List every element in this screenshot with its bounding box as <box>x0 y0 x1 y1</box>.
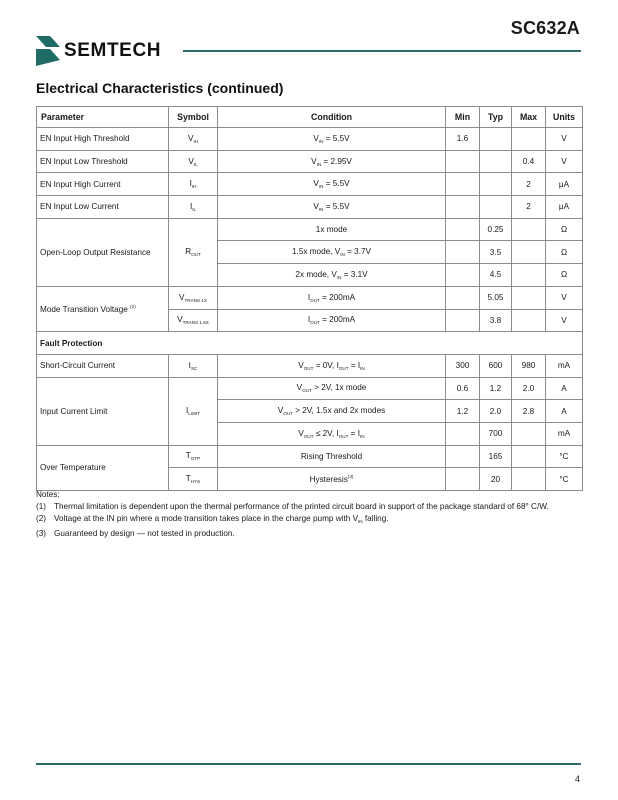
text-run: Thermal limitation is dependent upon the thermal performance of the printed circuit board in support of the package standard of 68° C/W. <box>54 502 549 511</box>
subscript: OUT <box>310 320 320 326</box>
units-cell: Ω <box>546 241 583 264</box>
text-run: = 2.95V <box>321 156 352 166</box>
param-text: Over Temperature <box>40 463 106 473</box>
text-run: = I <box>348 428 361 438</box>
param-text: EN Input Low Current <box>40 202 119 212</box>
semtech-logo-mark-icon <box>36 36 60 66</box>
max-cell <box>512 218 546 241</box>
min-cell <box>446 218 480 241</box>
note-text <box>54 513 389 528</box>
units-cell: V <box>546 286 583 309</box>
symbol-subscript: LIMIT <box>188 411 201 417</box>
subscript: IN <box>316 161 322 167</box>
symbol-letter: I <box>185 406 189 416</box>
param-cell <box>37 173 169 196</box>
text-run: = 5.5V <box>323 133 350 143</box>
symbol-cell <box>169 150 218 173</box>
min-cell: 0.6 <box>446 377 480 400</box>
text-run: = 5.5V <box>323 201 350 211</box>
param-text: EN Input High Current <box>40 179 121 189</box>
typ-cell: 5.05 <box>480 286 512 309</box>
min-cell <box>446 468 480 491</box>
typ-cell: 3.5 <box>480 241 512 264</box>
condition-cell <box>218 468 446 491</box>
symbol-cell <box>169 196 218 219</box>
min-cell <box>446 173 480 196</box>
symbol-subscript: IH <box>191 184 197 190</box>
notes <box>36 489 549 540</box>
col-header-symbol: Symbol <box>169 107 218 128</box>
param-cell <box>37 377 169 445</box>
typ-cell: 1.2 <box>480 377 512 400</box>
max-cell: 2 <box>512 196 546 219</box>
note-text <box>54 501 549 513</box>
table-header-row <box>37 107 583 128</box>
note-text <box>54 528 235 540</box>
col-header-parameter: Parameter <box>37 107 169 128</box>
symbol-subscript: TRANS 1X <box>184 297 207 303</box>
text-run: falling. <box>362 514 389 523</box>
condition-cell <box>218 377 446 400</box>
condition-cell <box>218 445 446 468</box>
condition-cell <box>218 241 446 264</box>
text-run: = 0V, I <box>313 360 339 370</box>
units-cell: V <box>546 309 583 332</box>
min-cell <box>446 445 480 468</box>
table-row <box>37 218 583 241</box>
text-run: V <box>313 179 319 189</box>
max-cell: 2 <box>512 173 546 196</box>
condition-cell <box>218 354 446 377</box>
param-cell <box>37 218 169 286</box>
text-run: Rising Threshold <box>300 451 363 461</box>
symbol-letter: T <box>185 474 191 484</box>
col-header-min: Min <box>446 107 480 128</box>
symbol-subscript: IH <box>193 138 199 144</box>
footer-rule <box>36 763 581 765</box>
subscript: IN <box>360 365 365 371</box>
section-title: Electrical Characteristics (continued) <box>36 80 284 96</box>
units-cell: A <box>546 377 583 400</box>
symbol-subscript: OUT <box>191 252 201 258</box>
symbol-letter: V <box>179 292 185 302</box>
subscript: IN <box>358 519 363 524</box>
text-run: I <box>307 292 311 302</box>
symbol-letter: V <box>187 133 194 143</box>
condition-cell <box>218 400 446 423</box>
param-text: EN Input Low Threshold <box>40 157 128 167</box>
min-cell <box>446 286 480 309</box>
subscript: IN <box>340 252 345 258</box>
min-cell <box>446 241 480 264</box>
note-item <box>36 528 549 540</box>
text-run: Guaranteed by design — not tested in production. <box>54 529 235 538</box>
section-row-fault-protection: Fault Protection <box>37 332 583 355</box>
note-number: (2) <box>36 514 47 523</box>
table-row <box>37 332 583 355</box>
text-run: 1.5x mode, V <box>291 247 341 257</box>
param-text: Mode Transition Voltage <box>40 305 128 314</box>
text-run: = 5.5V <box>323 179 350 189</box>
max-cell <box>512 286 546 309</box>
subscript: OUT <box>310 297 320 303</box>
condition-cell <box>218 422 446 445</box>
text-run: V <box>311 156 317 166</box>
units-cell: A <box>546 400 583 423</box>
symbol-cell <box>169 173 218 196</box>
table-row <box>37 128 583 151</box>
note-number: (3) <box>36 529 47 538</box>
subscript: IN <box>360 433 365 439</box>
max-cell: 0.4 <box>512 150 546 173</box>
param-cell <box>37 286 169 331</box>
param-text: Input Current Limit <box>40 406 108 416</box>
company-name: SEMTECH <box>64 40 162 61</box>
symbol-letter: I <box>188 360 191 370</box>
condition-cell <box>218 218 446 241</box>
page-number: 4 <box>574 774 580 784</box>
text-run: = 200mA <box>319 292 356 302</box>
text-run: V <box>298 428 304 438</box>
subscript: IN <box>318 184 324 190</box>
units-cell: °C <box>546 445 583 468</box>
table-row <box>37 286 583 309</box>
typ-cell: 600 <box>480 354 512 377</box>
text-run: = 200mA <box>319 315 356 325</box>
symbol-letter: R <box>185 247 192 257</box>
text-run: = 3.1V <box>341 269 368 279</box>
text-run: V <box>298 360 304 370</box>
max-cell <box>512 309 546 332</box>
max-cell <box>512 468 546 491</box>
param-cell <box>37 445 169 490</box>
units-cell: V <box>546 128 583 151</box>
table-row <box>37 354 583 377</box>
max-cell: 2.8 <box>512 400 546 423</box>
table-row <box>37 150 583 173</box>
condition-cell <box>218 264 446 287</box>
typ-cell <box>480 150 512 173</box>
min-cell <box>446 309 480 332</box>
condition-cell <box>218 286 446 309</box>
typ-cell: 20 <box>480 468 512 491</box>
symbol-subscript: HYS <box>190 479 201 485</box>
subscript: IN <box>318 138 324 144</box>
table-row <box>37 173 583 196</box>
param-text: Short-Circuit Current <box>40 361 116 371</box>
text-run: > 2V, 1.5x and 2x modes <box>292 406 386 416</box>
symbol-letter: I <box>189 179 192 189</box>
typ-cell: 4.5 <box>480 264 512 287</box>
subscript: IN <box>336 274 342 280</box>
typ-cell: 3.8 <box>480 309 512 332</box>
symbol-cell <box>169 377 218 445</box>
min-cell: 1.6 <box>446 128 480 151</box>
col-header-condition: Condition <box>218 107 446 128</box>
max-cell <box>512 264 546 287</box>
text-run: V <box>313 201 319 211</box>
symbol-cell <box>169 468 218 491</box>
header-rule <box>183 50 581 52</box>
typ-cell <box>480 128 512 151</box>
symbol-letter: V <box>177 315 183 325</box>
symbol-cell <box>169 218 218 286</box>
param-cell <box>37 354 169 377</box>
symbol-letter: I <box>189 201 193 211</box>
units-cell: °C <box>546 468 583 491</box>
param-text: EN Input High Threshold <box>40 134 130 144</box>
text-run: Voltage at the IN pin where a mode transition takes place in the charge pump with V <box>54 514 359 523</box>
max-cell <box>512 422 546 445</box>
param-text: Open-Loop Output Resistance <box>40 247 151 257</box>
min-cell: 1.2 <box>446 400 480 423</box>
units-cell: Ω <box>546 218 583 241</box>
condition-cell <box>218 150 446 173</box>
param-cell <box>37 128 169 151</box>
param-note: (2) <box>130 304 136 309</box>
units-cell: μA <box>546 173 583 196</box>
electrical-characteristics-table <box>36 106 583 491</box>
max-cell <box>512 128 546 151</box>
text-run: Hysteresis <box>309 475 348 485</box>
note-item <box>36 501 549 513</box>
text-run: I <box>307 315 311 325</box>
condition-cell <box>218 173 446 196</box>
subscript: OUT <box>283 411 293 417</box>
subscript: OUT <box>338 433 349 439</box>
condition-cell <box>218 128 446 151</box>
text-run: 1x mode <box>315 225 348 235</box>
symbol-subscript: OTP <box>190 456 201 462</box>
table-row <box>37 445 583 468</box>
subscript: IN <box>318 206 324 212</box>
max-cell <box>512 445 546 468</box>
max-cell: 980 <box>512 354 546 377</box>
text-run: = I <box>348 360 361 370</box>
typ-cell: 165 <box>480 445 512 468</box>
symbol-letter: V <box>188 156 194 166</box>
symbol-cell <box>169 445 218 468</box>
symbol-cell <box>169 354 218 377</box>
note-number: (1) <box>36 502 47 511</box>
units-cell: mA <box>546 422 583 445</box>
subscript: OUT <box>338 365 349 371</box>
typ-cell: 0.25 <box>480 218 512 241</box>
part-number: SC632A <box>510 18 580 38</box>
min-cell <box>446 196 480 219</box>
min-cell <box>446 264 480 287</box>
table-row <box>37 196 583 219</box>
typ-cell <box>480 196 512 219</box>
col-header-units: Units <box>546 107 583 128</box>
min-cell <box>446 422 480 445</box>
symbol-subscript: IL <box>192 206 197 212</box>
units-cell: Ω <box>546 264 583 287</box>
text-run: ≤ 2V, I <box>313 428 339 438</box>
symbol-subscript: TRANS 1.5X <box>182 320 209 326</box>
typ-cell: 2.0 <box>480 400 512 423</box>
text-run: V <box>313 133 319 143</box>
subscript: OUT <box>303 365 314 371</box>
symbol-subscript: IL <box>193 161 198 167</box>
semtech-logo <box>36 36 161 66</box>
symbol-cell <box>169 309 218 332</box>
subscript: OUT <box>302 388 312 394</box>
text-run: 2x mode, V <box>295 269 337 279</box>
symbol-cell <box>169 128 218 151</box>
typ-cell: 700 <box>480 422 512 445</box>
symbol-subscript: SC <box>190 365 198 371</box>
param-cell <box>37 150 169 173</box>
symbol-cell <box>169 286 218 309</box>
typ-cell <box>480 173 512 196</box>
notes-title: Notes: <box>36 490 60 499</box>
col-header-typ: Typ <box>480 107 512 128</box>
units-cell: mA <box>546 354 583 377</box>
superscript: (3) <box>347 474 354 480</box>
condition-cell <box>218 196 446 219</box>
min-cell <box>446 150 480 173</box>
note-item <box>36 513 549 528</box>
text-run: > 2V, 1x mode <box>311 383 367 393</box>
max-cell <box>512 241 546 264</box>
subscript: OUT <box>303 433 314 439</box>
text-run: V <box>296 383 303 393</box>
min-cell: 300 <box>446 354 480 377</box>
symbol-letter: T <box>185 451 191 461</box>
units-cell: μA <box>546 196 583 219</box>
max-cell: 2.0 <box>512 377 546 400</box>
text-run: V <box>277 406 284 416</box>
condition-cell <box>218 309 446 332</box>
text-run: = 3.7V <box>344 247 372 257</box>
units-cell: V <box>546 150 583 173</box>
col-header-max: Max <box>512 107 546 128</box>
table-row <box>37 377 583 400</box>
param-cell <box>37 196 169 219</box>
